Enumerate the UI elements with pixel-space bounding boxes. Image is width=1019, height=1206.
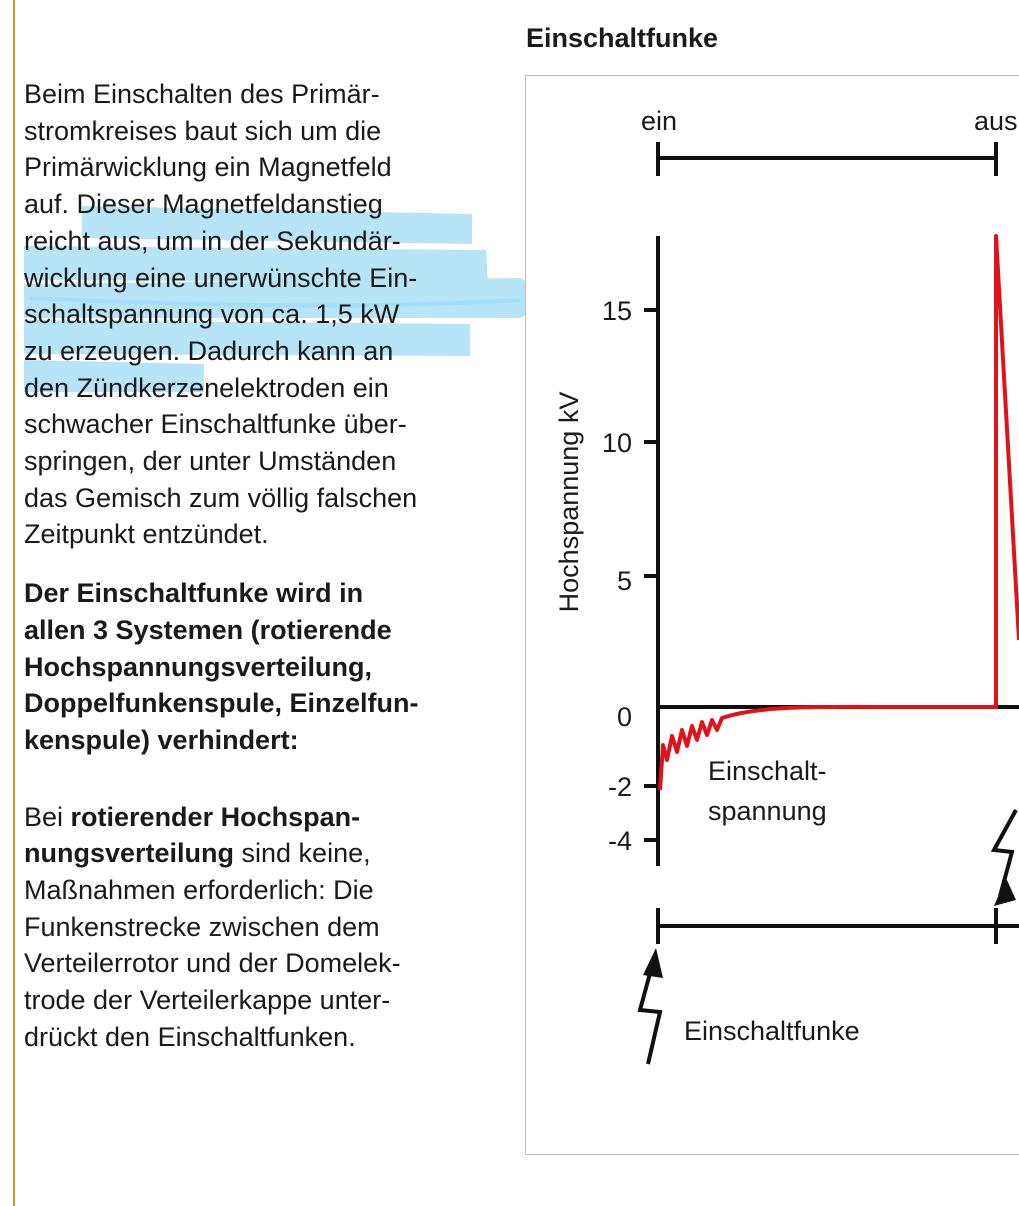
intro-text-start: Beim Einschalten des Primär- stromkreises baut sich um die Primärwicklung ein Magnetfeld auf. bbox=[24, 79, 392, 220]
y-axis-label: Hochspannung kV bbox=[554, 391, 584, 613]
lightning-arrow-left-icon bbox=[640, 966, 660, 1064]
tick-minus-4: -4 bbox=[607, 826, 632, 856]
p3-bold: rotierender Hochspan- nungsverteilung bbox=[24, 801, 361, 869]
curve-label-line1: Einschalt- bbox=[708, 756, 827, 786]
p3-post: sind keine, Maßnahmen erforderlich: Die Funkenstrecke zwischen dem Verteilerrotor und der Domelek- trode der Verteilerkappe unter- drückt den Einschaltfunken. bbox=[24, 838, 401, 1052]
arrow-head-left bbox=[643, 948, 663, 978]
tick-minus-2: -2 bbox=[607, 772, 632, 802]
arrow-head-right bbox=[994, 878, 1016, 906]
spark-label: Einschaltfunke bbox=[684, 1016, 860, 1046]
highlighted-text: Dieser Magnetfeldanstieg reicht aus, um in der Sekundär- wicklung eine unerwünschte Ein- schaltspannung von ca. 1,5 kW zu erzeugen. bbox=[24, 189, 418, 366]
tick-0: 0 bbox=[616, 702, 632, 732]
intro-text-end: Dadurch kann an den Zündkerzenelektroden ein schwacher Einschaltfunke über- springen, der unter Umständen das Gemisch zum völlig falschen Zeitpunkt entzündet. bbox=[24, 335, 418, 550]
label-aus: aus bbox=[974, 106, 1018, 136]
label-ein: ein bbox=[641, 106, 678, 136]
tick-15: 15 bbox=[601, 296, 632, 326]
paragraph-bold: Der Einschaltfunke wird in allen 3 Systemen (rotierende Hochspannungsverteilung, Doppelfunkenspule, Einzelfun- kenspule) verhindert: bbox=[24, 578, 419, 755]
curve-label-line2: spannung bbox=[708, 796, 827, 826]
p3-pre: Bei bbox=[24, 801, 71, 832]
y-ticks bbox=[644, 310, 658, 840]
tick-10: 10 bbox=[601, 428, 632, 458]
tick-5: 5 bbox=[616, 566, 632, 596]
figure-title: Einschaltfunke bbox=[526, 23, 719, 53]
